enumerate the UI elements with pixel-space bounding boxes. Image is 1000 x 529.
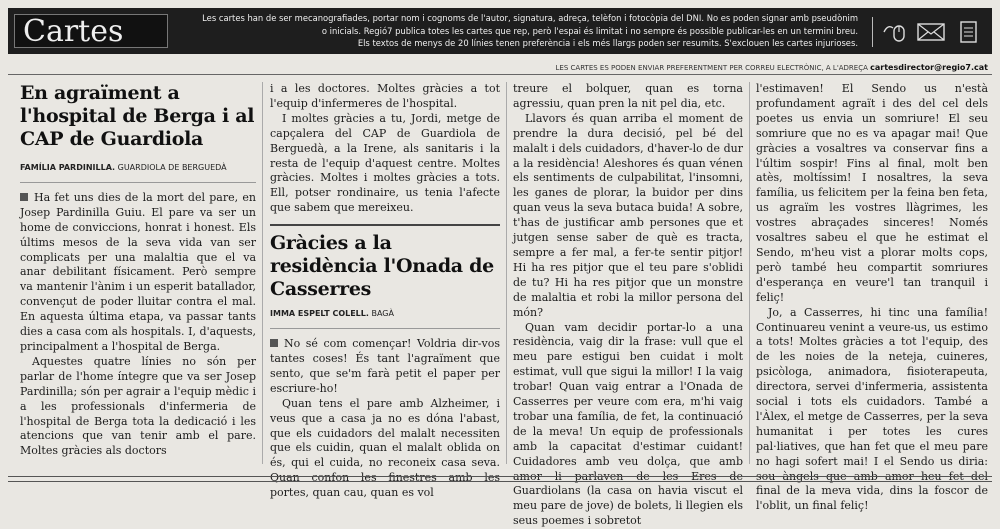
section-banner [8,8,992,54]
square-bullet-icon [20,193,28,201]
letter2-paragraph: No sé com començar! Voldria dir-vos tantes coses! És tant l'agraïment que sento, que se'm farà petit el paper per escriure-ho! [270,337,500,397]
letter2-paragraph: Quan vam decidir portar-lo a una residència, vaig dir la frase: vull que el meu pare estigui ben cuidat i molt estimat, vull que sigui la millor! I la vaig trobar! Quan vaig entrar a l'Onada de Casserres per veure com era, m'hi vaig trobar una família, de fet, la continuació de la meva! Un equip de professionals amb la capacitat d'estimar cuidant! Cuidadores amb veu dolça, que amb amor li parlaven de les Eres de Guardiolans (la casa on havia viscut el meu pare de jove) de bolets, li llegien els seus poemes i sobretot [513,321,743,529]
letter1-place: GUARDIOLA DE BERGUEDÀ [118,163,227,172]
notice-line: Les cartes han de ser mecanografiades, portar nom i cognoms de l'autor, signatura, adreça, telèfon i fotocòpia del DNI. No es poden signar amb pseudònim [170,12,858,25]
letter1-paragraph: i a les doctores. Moltes gràcies a tot l'equip d'infermeres de l'hospital. [270,82,500,112]
contact-icons [872,17,986,47]
divider [20,182,256,183]
header-rule [8,74,992,75]
letter-divider [270,224,500,226]
letter1-title: En agraïment a l'hospital de Berga i al CAP de Guardiola [20,82,256,151]
letter2-place: BAGÀ [371,309,394,318]
email-address: cartesdirector@regio7.cat [870,63,988,72]
notice-line: o inicials. Regió7 publica totes les cartes que rep, però l'espai és limitat i no sempre és possible publicar-les en un termini breu. [170,25,858,38]
letter2-paragraph: treure el bolquer, quan es torna agressiu, quan pren la nit pel dia, etc. [513,82,743,112]
notice-line: Els textos de menys de 20 línies tenen preferència i els més llargs poden ser resumits. S'exclouen les cartes injurioses. [170,37,858,50]
column-separator [262,82,263,464]
letter1-byline [20,161,256,176]
envelope-icon [916,20,946,44]
divider [270,328,500,329]
letter2-paragraph: l'estimaven! El Sendo us n'està profundament agraït i des del cel dels poetes us envia un somriure! El seu somriure que no es va apagar mai! Que gràcies a vosaltres va conservar fins a l'últim sospir! Fins al final, molt ben atès, moltíssim! I nosaltres, la seva família, us felicitem per la feina ben feta, us agraïm les vostres llàgrimes, les vostres abraçades sinceres! Només vosaltres sabeu el que he estimat el Sendo, m'heu vist a plorar molts cops, però també heu compartit somriures d'esperança en veure'l tan tranquil i feliç! [756,82,988,306]
letter2-paragraph: Llavors és quan arriba el moment de prendre la dura decisió, pel bé del malalt i dels cuidadors, d'haver-lo de dur a la residència! Aleshores és quan vénen els sentiments de culpabilitat, l'insomni, les ganes de plorar, la buidor per dins quan veus la seva butaca buida! A sobre, t'has de justificar amb persones que et jutgen sense saber de què es tracta, sempre a fer mal, a fer-te sentir pitjor! Hi ha res pitjor que el teu pare s'oblidi de tu? Hi ha res pitjor que un monstre de malaltia et robi la millor persona del món? [513,112,743,321]
column-separator [506,82,507,464]
letter2-byline [270,307,500,322]
letter2-author: IMMA ESPELT COLELL. [270,309,369,318]
section-title: Cartes [14,14,168,48]
square-bullet-icon [270,339,278,347]
letter1-author: FAMÍLIA PARDINILLA. [20,163,115,172]
letter1-paragraph: Ha fet uns dies de la mort del pare, en Josep Pardinilla Guiu. El pare va ser un home de conviccions, honrat i honest. Els últims mesos de la seva vida van ser complicats per una malaltia que el va anar debilitant físicament. Però sempre va mantenir l'ànim i un esperit batallador, convençut de poder lluitar contra el mal. En aquesta última etapa, va passar tants dies a casa com als hospitals. I, d'aquests, principalment a l'hospital de Berga. [20,191,256,355]
document-icon [953,20,983,44]
letter1-paragraph: I moltes gràcies a tu, Jordi, metge de capçalera del CAP de Guardiola de Berguedà, a la Irene, als sanitaris i la resta de l'equip d'aquest centre. Moltes gràcies. Moltes i moltes gràcies a tots. Ell, potser rondinaire, us tenia l'afecte que sabem que mereixeu. [270,112,500,216]
submission-notice [170,12,858,50]
letter2-title: Gràcies a la residència l'Onada de Casserres [270,232,500,301]
column-1 [20,82,256,459]
email-note [556,63,988,72]
column-3 [513,82,743,529]
letter1-paragraph: Aquestes quatre línies no són per parlar de l'home íntegre que va ser Josep Pardinilla; són per agrair a l'equip mèdic i a les professionals d'infermeria de l'hospital de Berga tota la dedicació i les atencions que van tenir amb el pare. Moltes gràcies als doctors [20,355,256,459]
footer-rule [8,476,992,482]
column-2 [270,82,500,501]
letter2-paragraph: Quan tens el pare amb Alzheimer, i veus que a casa ja no es dóna l'abast, que els cuidadors del malalt necessiten que els cuidin, quan el malalt oblida on és, qui el cuida, no reconeix casa seva. Quan confon les finestres amb les portes, quan cau, quan es vol [270,397,500,501]
email-note-text: LES CARTES ES PODEN ENVIAR PREFERENTMENT PER CORREU ELECTRÒNIC, A L'ADREÇA [556,64,868,72]
column-separator [749,82,750,464]
letter2-paragraph: Jo, a Casserres, hi tinc una família! Continuareu venint a veure-us, us estimo a tots! Moltes gràcies a tot l'equip, des de les noies de la neteja, cuineres, psicòloga, animadora, fisioterapeuta, directora, servei d'infermeria, assistenta social i tots els cuidadors. També a l'Àlex, el metge de Casserres, per la seva humanitat i per totes les cures pal·liatives, que han fet que el meu pare no hagi sofert mai! I el Sendo us diria: sou àngels que amb amor heu fet del final de la meva vida, dins la foscor de l'oblit, un final feliç! [756,306,988,515]
mouse-icon [880,20,910,44]
column-4 [756,82,988,514]
